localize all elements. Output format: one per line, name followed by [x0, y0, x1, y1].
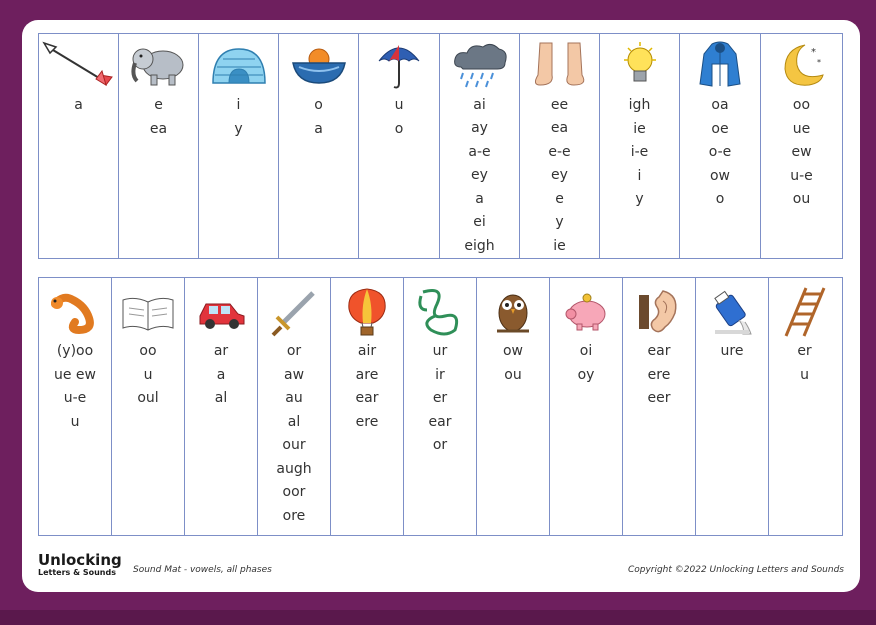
piggy-bank-icon	[561, 284, 611, 340]
grapheme-label: ore	[282, 507, 306, 524]
grapheme-label: y	[234, 120, 243, 137]
grapheme-label: a	[216, 366, 226, 383]
rain-cloud-icon	[451, 36, 509, 94]
svg-text:*: *	[810, 47, 816, 58]
grapheme-label: u	[394, 97, 404, 113]
sound-cell	[359, 34, 440, 258]
sound-cell	[185, 278, 258, 535]
grapheme-label: o	[715, 191, 725, 207]
grapheme-label: eer	[647, 390, 671, 406]
arrow-icon	[42, 36, 116, 94]
bottom-strip	[0, 610, 876, 625]
grapheme-label: er	[432, 390, 448, 406]
grapheme-label: aw	[283, 366, 305, 383]
grapheme-label: o	[394, 120, 404, 137]
sound-cell	[440, 34, 520, 258]
grapheme-label: a-e	[468, 143, 491, 160]
grapheme-label: ie	[553, 237, 566, 254]
grapheme-label: ue ew	[54, 366, 96, 383]
grapheme-label: oe	[711, 120, 729, 137]
grapheme-label: ou	[792, 191, 811, 207]
sound-cell	[623, 278, 696, 535]
grapheme-label: e	[154, 97, 163, 113]
grapheme-label: o	[314, 97, 323, 113]
sound-cell	[769, 278, 840, 535]
logo-line-2: Letters & Sounds	[38, 568, 116, 577]
grapheme-label: ur	[432, 343, 448, 359]
grapheme-label: our	[282, 437, 306, 453]
grapheme-label: ea	[149, 120, 168, 137]
book-icon	[119, 284, 177, 340]
grapheme-label: ey	[471, 167, 488, 183]
sound-cell	[279, 34, 359, 258]
grapheme-label: ear	[428, 413, 452, 430]
feet-icon	[532, 36, 588, 94]
elephant-icon	[129, 36, 189, 94]
sound-cell	[39, 278, 112, 535]
grapheme-label: e-e	[548, 143, 571, 160]
grapheme-label: ie	[633, 120, 646, 137]
sound-cell	[696, 278, 769, 535]
grapheme-label: are	[355, 366, 379, 383]
grapheme-label: ear	[647, 343, 671, 359]
mat-caption: Sound Mat - vowels, all phases	[133, 565, 272, 575]
grapheme-label: eigh	[464, 237, 495, 254]
logo-line-1: Unlocking	[38, 551, 122, 569]
grapheme-label: ure	[720, 343, 744, 359]
grapheme-label: ou	[504, 366, 522, 383]
grapheme-label: oor	[282, 484, 306, 500]
svg-text:*: *	[816, 58, 821, 67]
grapheme-label: ea	[550, 120, 569, 136]
sound-cell	[112, 278, 185, 535]
grapheme-label: u	[143, 366, 153, 383]
unlocking-logo	[38, 553, 122, 578]
sword-icon	[269, 284, 319, 340]
vowels-row-1	[38, 33, 843, 259]
sound-cell	[477, 278, 550, 535]
grapheme-label: ey	[551, 167, 568, 183]
grapheme-label: air	[357, 343, 377, 359]
copyright-text: Copyright ©2022 Unlocking Letters and Sounds	[627, 565, 844, 575]
glue-bottle-icon	[709, 284, 755, 340]
moon-icon	[779, 36, 825, 94]
grapheme-label: ere	[355, 413, 379, 430]
grapheme-label: u	[70, 413, 80, 430]
ear-icon	[637, 284, 681, 340]
sound-cell	[119, 34, 199, 258]
grapheme-label: oi	[579, 343, 593, 359]
igloo-icon	[209, 36, 269, 94]
grapheme-label: u	[800, 366, 809, 383]
sound-cell	[761, 34, 842, 258]
grapheme-label: ow	[709, 167, 730, 184]
vowels-row-2	[38, 277, 843, 536]
grapheme-label: y	[555, 214, 564, 230]
grapheme-label: y	[635, 191, 644, 207]
grapheme-label: oul	[137, 390, 159, 406]
light-bulb-icon	[620, 36, 660, 94]
grapheme-label: i	[637, 167, 642, 184]
grapheme-label: oo	[792, 97, 811, 113]
grapheme-label: ei	[473, 214, 486, 230]
sound-cell	[520, 34, 600, 258]
sound-cell	[600, 34, 680, 258]
lizard-icon	[49, 284, 101, 340]
grapheme-label: or	[286, 343, 302, 359]
grapheme-label: ar	[213, 343, 229, 359]
sound-cell	[199, 34, 279, 258]
grapheme-label: er	[797, 343, 812, 359]
car-icon	[196, 284, 246, 340]
grapheme-label: oa	[711, 97, 729, 113]
ladder-icon	[784, 284, 826, 340]
owl-icon	[493, 284, 533, 340]
grapheme-label: ue	[792, 120, 811, 137]
grapheme-label: ir	[435, 366, 445, 383]
grapheme-label: (y)oo	[56, 343, 94, 359]
sound-cell	[258, 278, 331, 535]
sound-cell	[331, 278, 404, 535]
grapheme-label: ee	[550, 96, 569, 113]
umbrella-icon	[377, 36, 421, 94]
grapheme-label: i	[236, 97, 241, 113]
sound-cell	[39, 34, 119, 258]
grapheme-label: oy	[577, 366, 595, 383]
grapheme-label: o-e	[708, 144, 732, 160]
coat-icon	[698, 36, 742, 94]
grapheme-label: u-e	[790, 167, 813, 184]
sound-cell	[680, 34, 761, 258]
grapheme-label: ay	[471, 120, 488, 136]
grapheme-label: ow	[502, 343, 523, 359]
orange-in-bowl-icon	[289, 36, 349, 94]
grapheme-label: ew	[791, 144, 812, 160]
grapheme-label: ai	[473, 96, 486, 113]
sound-cell	[404, 278, 477, 535]
grapheme-label: oo	[139, 343, 157, 359]
grapheme-label: au	[285, 390, 303, 406]
grapheme-label: a	[475, 190, 484, 207]
grapheme-label: augh	[276, 460, 312, 477]
grapheme-label: ere	[647, 366, 671, 383]
grapheme-label: or	[432, 437, 448, 453]
sound-cell	[550, 278, 623, 535]
grapheme-label: i-e	[630, 144, 649, 160]
grapheme-label: e	[555, 190, 564, 207]
grapheme-label: igh	[628, 97, 651, 113]
grapheme-label: u-e	[63, 390, 87, 406]
hot-air-balloon-icon	[339, 284, 395, 340]
grapheme-label: a	[74, 97, 83, 113]
grapheme-label: al	[287, 413, 301, 430]
grapheme-label: al	[214, 390, 228, 406]
squiggle-icon	[415, 284, 465, 340]
grapheme-label: ear	[355, 390, 379, 406]
grapheme-label: a	[314, 120, 323, 137]
